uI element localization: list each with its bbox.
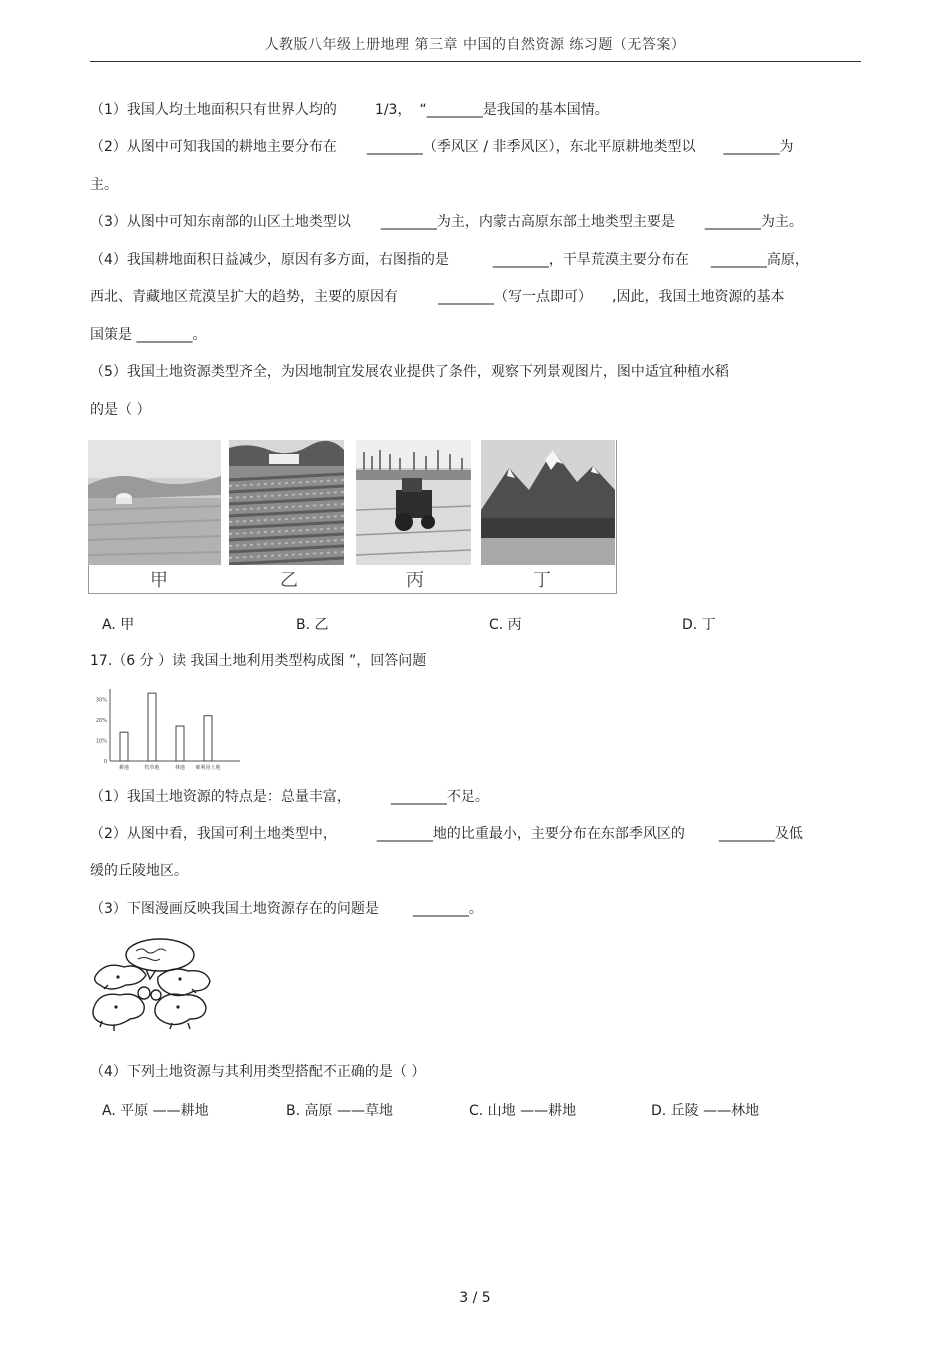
q17-title: 17.（6 分 ）读 我国土地利用类型构成图 ”，回答问题 <box>90 653 427 669</box>
q16-line-4: （3）从图中可知东南部的山区土地类型以 ________为主，内蒙古高原东部土地类型主要是 ________为主。 <box>90 214 803 230</box>
q16-line-7: 国策是 ________。 <box>90 327 207 343</box>
photo-label-ding: 丁 <box>533 570 551 591</box>
q16-option-c[interactable]: C. 丙 <box>489 617 522 633</box>
x-tick-label: 牧草地 <box>144 765 160 771</box>
q17-option-a[interactable]: A. 平原 ——耕地 <box>102 1103 209 1119</box>
x-tick-label: 难利用土地 <box>195 765 221 771</box>
bar-难利用土地 <box>204 716 212 761</box>
land-problem-cartoon <box>88 935 216 1035</box>
q17-line-4: （3）下图漫画反映我国土地资源存在的问题是 ________。 <box>90 901 483 917</box>
y-tick-label: 20% <box>95 717 107 724</box>
q16-line-6: 西北、青藏地区荒漠呈扩大的趋势，主要的原因有 ________（写一点即可） ,因此，我国土地资源的基本 <box>90 289 785 305</box>
q17-option-d[interactable]: D. 丘陵 ——林地 <box>651 1103 760 1119</box>
q16-line-3: 主。 <box>90 177 118 193</box>
photo-label-bing: 丙 <box>406 570 424 591</box>
q16-line-8: （5）我国土地资源类型齐全，为因地制宜发展农业提供了条件，观察下列景观图片，图中适宜种植水稻 <box>90 364 729 380</box>
q17-line-3: 缓的丘陵地区。 <box>90 863 188 879</box>
q16-line-5: （4）我国耕地面积日益减少，原因有多方面，右图指的是 ________，干旱荒漠主要分布在 ________高原， <box>90 252 809 268</box>
q17-line-5: （4）下列土地资源与其利用类型搭配不正确的是（ ） <box>90 1064 426 1080</box>
x-tick-label: 林地 <box>174 765 186 771</box>
q16-line-1: （1）我国人均土地面积只有世界人均的 1/3， “________是我国的基本国情。 <box>90 102 609 118</box>
bar-牧草地 <box>148 693 156 761</box>
q16-line-9: 的是（ ） <box>90 402 151 418</box>
photo-label-jia: 甲 <box>150 570 168 591</box>
q16-line-2: （2）从图中可知我国的耕地主要分布在 ________（季风区 / 非季风区），东北平原耕地类型以 ________为 <box>90 139 794 155</box>
farmland-photo <box>229 440 344 565</box>
y-tick-label: 30% <box>95 697 107 704</box>
header-rule <box>90 61 861 62</box>
x-tick-label: 耕地 <box>118 765 130 771</box>
photo-label-yi: 乙 <box>280 570 298 591</box>
paddy-tractor-photo <box>356 440 471 565</box>
bar-林地 <box>176 726 184 761</box>
q16-option-b[interactable]: B. 乙 <box>296 617 329 633</box>
q16-option-d[interactable]: D. 丁 <box>682 617 716 633</box>
q17-line-1: （1）我国土地资源的特点是：总量丰富， ________不足。 <box>90 789 489 805</box>
q17-line-2: （2）从图中看，我国可利土地类型中， ________地的比重最小，主要分布在东部季风区的 ________及低 <box>90 826 803 842</box>
y-tick-label: 10% <box>95 738 107 745</box>
q17-option-b[interactable]: B. 高原 ——草地 <box>286 1103 393 1119</box>
page-header: 人教版八年级上册地理 第三章 中国的自然资源 练习题（无答案） <box>264 37 686 53</box>
grassland-photo <box>88 440 221 565</box>
page-number: 3 / 5 <box>459 1290 491 1306</box>
q17-option-c[interactable]: C. 山地 ——耕地 <box>469 1103 577 1119</box>
bar-耕地 <box>120 732 128 761</box>
mountain-photo <box>481 440 615 565</box>
land-use-bar-chart <box>88 683 248 775</box>
y-tick-label: 0 <box>103 759 107 765</box>
q16-option-a[interactable]: A. 甲 <box>102 617 135 633</box>
